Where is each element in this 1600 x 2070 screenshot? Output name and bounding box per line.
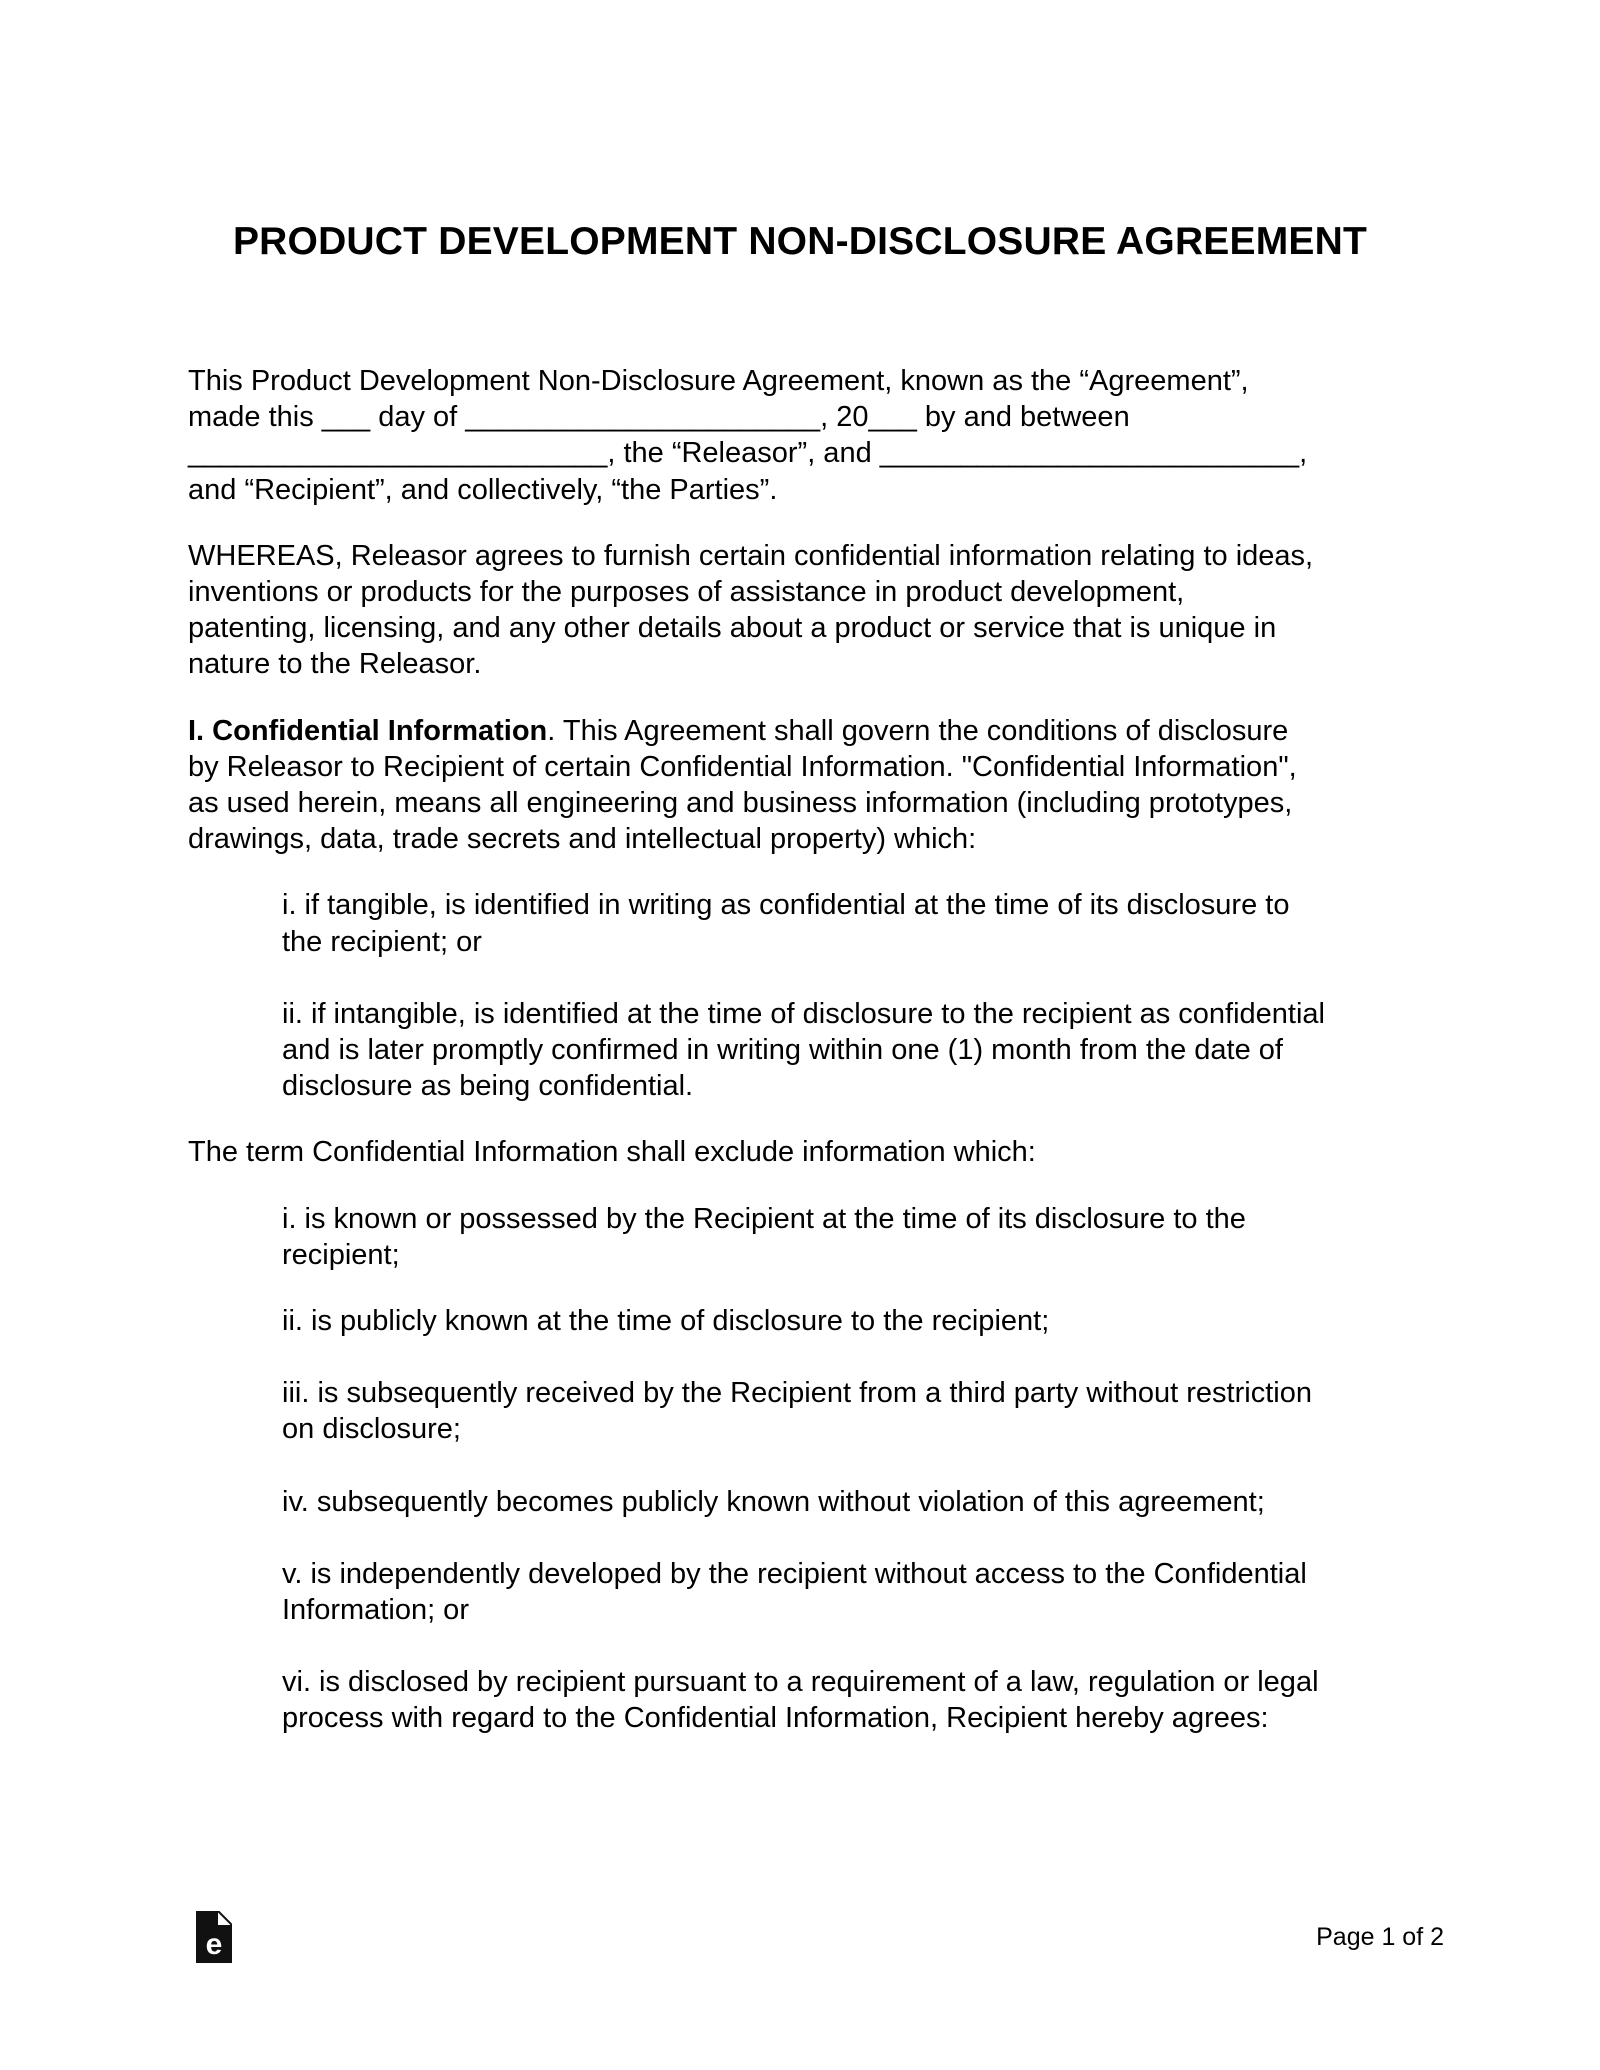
list-item-line: v. is independently developed by the recipient without access to the Confidential	[282, 1557, 1307, 1590]
section-first-line-text: . This Agreement shall govern the conditions of disclosure	[547, 714, 1289, 747]
list-item-line: iv. subsequently becomes publicly known without violation of this agreement;	[282, 1485, 1265, 1518]
whereas-line: WHEREAS, Releasor agrees to furnish certain confidential information relating to ideas,	[188, 539, 1314, 572]
list-item-line: ii. if intangible, is identified at the time of disclosure to the recipient as confidential	[282, 997, 1325, 1030]
list-item-line: i. is known or possessed by the Recipient at the time of its disclosure to the	[282, 1202, 1246, 1235]
section-line: by Releasor to Recipient of certain Confidential Information. "Confidential Information",	[188, 750, 1297, 783]
intro-paragraph	[188, 363, 1438, 508]
list-item-line: disclosure as being confidential.	[282, 1070, 694, 1103]
list-item-line: on disclosure;	[282, 1413, 461, 1446]
exclusions-intro-line: The term Confidential Information shall exclude information which:	[188, 1136, 1036, 1169]
section-heading: I. Confidential Information	[188, 714, 548, 747]
list-item	[282, 887, 1438, 959]
list-item-line: ii. is publicly known at the time of disclosure to the recipient;	[282, 1305, 1050, 1338]
list-item-line: vi. is disclosed by recipient pursuant to a requirement of a law, regulation or legal	[282, 1666, 1319, 1699]
section-line: drawings, data, trade secrets and intellectual property) which:	[188, 823, 977, 856]
page-number: Page 1 of 2	[1316, 1923, 1444, 1951]
list-item	[282, 996, 1438, 1105]
list-item-line: Information; or	[282, 1594, 469, 1627]
document-body	[188, 363, 1438, 1773]
svg-text:e: e	[205, 1928, 223, 1961]
list-item	[282, 1303, 1438, 1339]
list-item	[282, 1664, 1438, 1736]
eforms-logo-icon	[196, 1911, 232, 1963]
whereas-line: patenting, licensing, and any other details about a product or service that is unique in	[188, 612, 1277, 645]
section-first-line	[188, 713, 1438, 749]
intro-line: This Product Development Non-Disclosure Agreement, known as the “Agreement”,	[188, 365, 1249, 397]
document-title: PRODUCT DEVELOPMENT NON-DISCLOSURE AGREEMENT	[232, 220, 1368, 263]
list-item	[282, 1556, 1438, 1628]
intro-line: and “Recipient”, and collectively, “the Parties”.	[188, 473, 778, 506]
list-item-line: i. if tangible, is identified in writing as confidential at the time of its disclosure to	[282, 889, 1290, 922]
section-confidential-information	[188, 713, 1438, 858]
whereas-paragraph	[188, 538, 1438, 683]
list-item	[282, 1375, 1438, 1447]
list-item-line: process with regard to the Confidential Information, Recipient hereby agrees:	[282, 1702, 1269, 1735]
list-item-line: the recipient; or	[282, 925, 482, 958]
list-item-line: and is later promptly confirmed in writing within one (1) month from the date of	[282, 1034, 1283, 1067]
list-item-line: iii. is subsequently received by the Recipient from a third party without restriction	[282, 1377, 1312, 1410]
intro-line: __________________________, the “Releasor”, and __________________________,	[188, 437, 1308, 470]
whereas-line: inventions or products for the purposes of assistance in product development,	[188, 576, 1185, 609]
whereas-line: nature to the Releasor.	[188, 648, 482, 681]
list-item-line: recipient;	[282, 1238, 400, 1271]
list-item	[282, 1484, 1438, 1520]
section-line: as used herein, means all engineering and business information (including prototypes,	[188, 787, 1293, 820]
intro-line: made this ___ day of ______________________, 20___ by and between	[188, 401, 1130, 434]
exclusions-intro	[188, 1134, 1438, 1170]
list-item	[282, 1201, 1438, 1273]
